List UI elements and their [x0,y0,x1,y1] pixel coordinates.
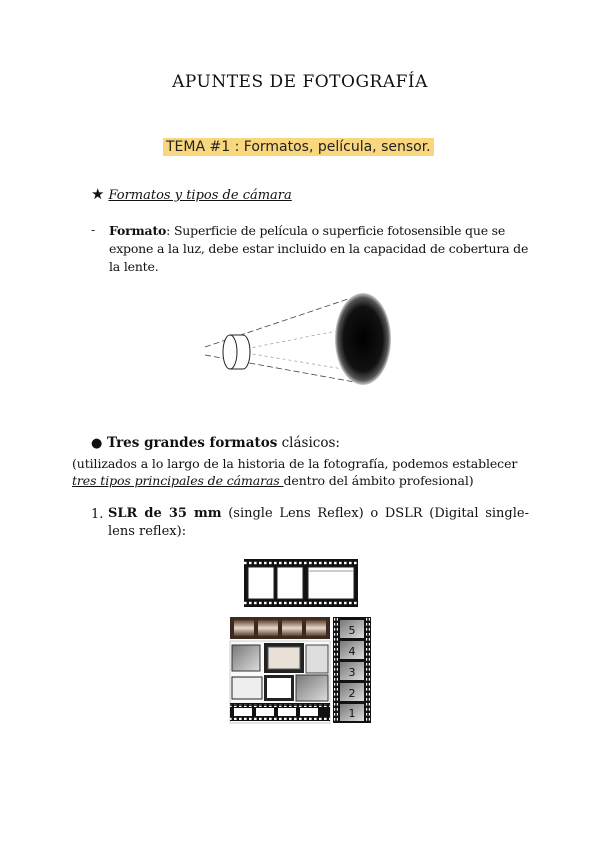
star-icon: ★ [91,185,105,203]
formats-note-italic: tres tipos principales de cámaras [72,473,284,488]
formats-bold: Tres grandes formatos [107,435,278,451]
film-collage [230,641,330,723]
countdown-number: 2 [348,687,356,700]
formats-note [72,455,532,489]
dash-marker: - [91,222,96,237]
bullet-marker: ● [91,436,103,451]
film-strips-illustration [228,557,373,727]
top-film-strip [244,559,358,607]
formats-rest: clásicos: [277,435,340,451]
formato-term: Formato [109,223,167,238]
formats-note-start: (utilizados a lo largo de la historia de la fotografía, podemos establecer [72,456,518,471]
page-title: APUNTES DE FOTOGRAFÍA [172,72,428,92]
list-number: 1. [91,507,104,522]
formato-text: : Superficie de película o superficie fotosensible que se expone a la luz, debe estar incluido en la capacidad de cobertura de la lente. [109,223,529,274]
formats-note-end: dentro del ámbito profesional) [283,473,474,488]
countdown-film-strip [333,617,371,723]
countdown-number: 4 [348,645,356,658]
countdown-number: 3 [348,666,356,679]
topic-highlight: TEMA #1 : Formatos, película, sensor. [163,138,434,156]
film-plane-oval [335,293,391,385]
lens-icon [223,335,250,369]
slr-rest: (single Lens Reflex) o DSLR (Digital single-lens reflex): [108,506,529,539]
formats-heading [107,435,340,451]
section-heading [91,185,292,203]
formato-definition [109,222,529,276]
slr-bold: SLR de 35 mm [108,506,222,521]
countdown-number: 1 [348,707,356,720]
sepia-film-strip [230,617,330,639]
section-heading-text: Formatos y tipos de cámara [108,188,292,203]
list-item-slr [108,505,529,541]
lens-coverage-diagram [195,285,405,395]
countdown-number: 5 [348,624,356,637]
